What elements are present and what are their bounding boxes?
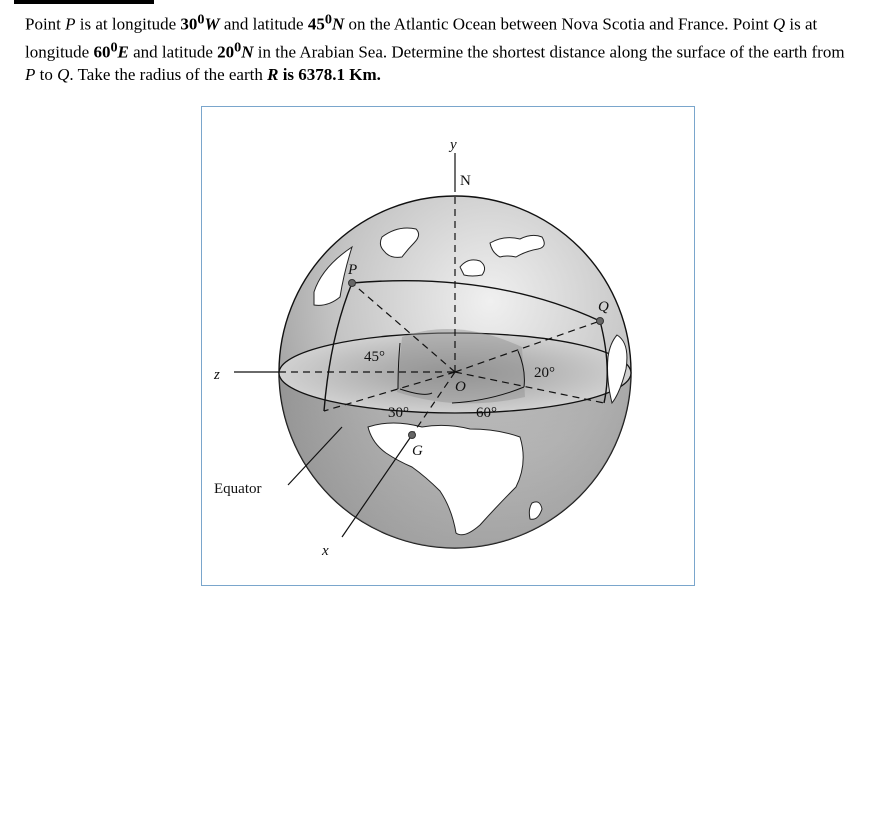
point-g	[409, 432, 416, 439]
label-z: z	[214, 367, 220, 383]
globe-diagram	[202, 107, 696, 587]
label-n: N	[460, 173, 471, 189]
label-g: G	[412, 443, 423, 459]
label-o: O	[455, 379, 466, 395]
label-equator: Equator	[214, 481, 262, 497]
point-q	[597, 318, 604, 325]
label-q: Q	[598, 299, 609, 315]
label-angle-20: 20°	[534, 365, 555, 381]
point-p	[349, 280, 356, 287]
top-rule	[14, 0, 154, 4]
globe-figure	[201, 106, 695, 586]
problem-statement: Point P is at longitude $30^0W$ and latitude $45^0N$ on the Atlantic Ocean between Nova Scotia and France. Point Q is at longitude $60^0E$ and latitude $20^0N$ in the Arabian Sea. Determine the shortest distance along the surface of the earth from P to Q. Take the radius of the earth R is 6378.1 Km.	[25, 11, 845, 85]
label-y: y	[450, 137, 457, 153]
label-x: x	[322, 543, 329, 559]
label-p: P	[348, 262, 358, 278]
label-angle-45: 45°	[364, 349, 385, 365]
label-angle-60: 60°	[476, 405, 497, 421]
label-angle-30: 30°	[388, 405, 409, 421]
